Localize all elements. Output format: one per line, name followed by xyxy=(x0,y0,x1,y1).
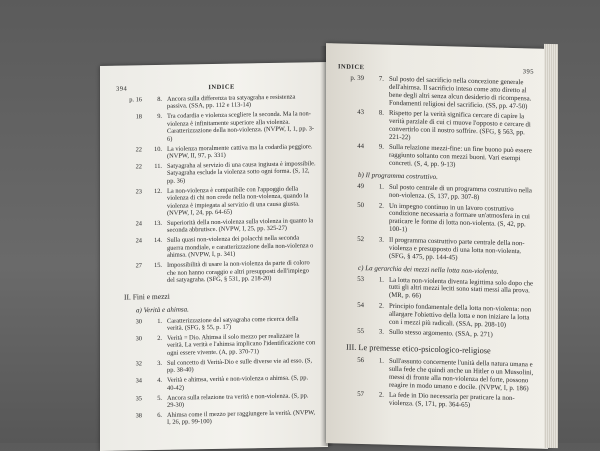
toc-entry xyxy=(116,357,316,375)
toc-entry-text: Il programma costruttivo parte centrale della non-violenza e presupposto di una lotta non-violenta. (SFG, § 475, pp. 144-45) xyxy=(389,236,525,262)
toc-entry-number: 1. xyxy=(378,275,384,284)
toc-entry-number: 1. xyxy=(157,317,162,325)
toc-entry-number: 8. xyxy=(378,109,384,117)
toc-entry xyxy=(338,301,534,330)
toc-entry-page: 30 xyxy=(135,335,142,343)
toc-entry-text: Sullo stesso argomento. (SSA, p. 271) xyxy=(389,328,493,339)
toc-entry-number: 1. xyxy=(378,357,384,365)
toc-entry xyxy=(338,183,534,204)
subsection-heading: c) La gerarchia dei mezzi nella lotta non-violenta. xyxy=(358,263,499,276)
toc-entry-page: p. 39 xyxy=(350,74,364,83)
right-entries-b xyxy=(338,183,534,264)
right-entries-a xyxy=(338,74,534,171)
toc-entry-number: 6. xyxy=(157,411,162,419)
toc-entry-text: Ancora sulla relazione tra verità e non-violenza. (S, pp. 29-30) xyxy=(167,391,309,409)
toc-entry xyxy=(116,143,316,161)
toc-entry-text: Sul posto centrale di un programma costruttivo nella non-violenza. (S, 137, pp. 307-8) xyxy=(389,183,532,202)
section-heading: III. Le premesse etico-psicologico-religiose xyxy=(346,342,491,356)
toc-entry-number: 2. xyxy=(378,391,384,399)
toc-entry-number: 2. xyxy=(378,302,384,310)
toc-entry xyxy=(116,392,316,410)
toc-entry-page: 22 xyxy=(135,145,142,153)
toc-entry-text: Sull'assunto concernente l'unità della natura umana e sulla fede che quindi anche un Hitler o un Mussolini, messi di fronte alla non-violenza del forte, possono reagire in modo umano e docile. (NVPW, I, p. 186) xyxy=(389,357,534,393)
toc-entry xyxy=(338,201,534,238)
toc-entry-page: 24 xyxy=(135,220,142,228)
toc-entry-text: Sul concetto di Verità-Dio e sulle diverse vie ad esso. (S, pp. 38-40) xyxy=(167,357,313,374)
left-entries-b xyxy=(116,315,316,428)
toc-entry xyxy=(338,143,534,172)
toc-entry-page: 55 xyxy=(357,328,364,336)
toc-entry-text: Caratterizzazione del satyagraha come ricerca della verità. (SFG, § 55, p. 17) xyxy=(167,315,299,332)
toc-entry-number: 8. xyxy=(157,95,162,103)
toc-entry-number: 3. xyxy=(157,359,162,367)
toc-entry-page: 24 xyxy=(135,237,142,245)
toc-entry-text: La violenza moralmente cattiva ma la codardia peggiore. (NVPW, II, 97, p. 331) xyxy=(167,142,313,160)
toc-entry-text: Rispetto per la verità significa cercare di capire la verità parziale di cui ci muove l'opposto e cercare di convertirlo con il nostro soffrire. (SFG, § 563, pp. 221-22) xyxy=(389,109,531,142)
toc-entry-page: 54 xyxy=(357,301,364,309)
toc-entry-page: 18 xyxy=(135,113,142,121)
toc-entry-number: 5. xyxy=(157,394,162,402)
toc-entry xyxy=(116,111,316,144)
toc-entry xyxy=(116,185,316,218)
toc-entry-number: 14. xyxy=(154,237,162,245)
left-entries-a xyxy=(116,93,316,285)
toc-entry-number: 9. xyxy=(378,143,384,152)
toc-entry-page: 52 xyxy=(357,235,364,243)
toc-entry-number: 11. xyxy=(154,162,162,171)
left-page-number: 394 xyxy=(116,85,128,93)
toc-entry-number: 7. xyxy=(378,75,384,83)
toc-entry xyxy=(116,332,316,358)
toc-entry xyxy=(116,217,316,235)
toc-entry-page: 43 xyxy=(357,109,364,117)
subsection-heading: b) Il programma costruttivo. xyxy=(358,171,438,182)
toc-entry-page: 53 xyxy=(357,275,364,283)
toc-entry xyxy=(338,356,534,393)
left-running-head: INDICE xyxy=(208,83,235,92)
toc-entry-number: 10. xyxy=(154,145,162,153)
toc-entry-number: 4. xyxy=(157,377,162,385)
toc-entry-text: La fede in Dio necessaria per praticare la non-violenza. (S, 171, pp. 364-65) xyxy=(389,391,515,410)
toc-entry-page: 49 xyxy=(357,183,364,191)
toc-entry-number: 12. xyxy=(154,187,162,195)
toc-entry-page: 57 xyxy=(357,391,364,399)
toc-entry-number: 15. xyxy=(154,262,162,270)
toc-entry xyxy=(116,235,316,261)
toc-entry xyxy=(116,260,316,286)
toc-entry-page: 23 xyxy=(135,188,142,196)
toc-entry-page: 50 xyxy=(357,201,364,209)
toc-entry-page: 32 xyxy=(135,359,142,368)
toc-entry-text: Verità = Dio. Ahimsa il solo mezzo per realizzare la verità. La verità e l'ahimsa implicano l'identificazione con ogni essere vivente. (A, pp. 370-71) xyxy=(167,332,316,357)
toc-entry-page: 30 xyxy=(135,317,142,325)
toc-entry-number: 2. xyxy=(157,334,162,342)
toc-entry-number: 1. xyxy=(378,183,384,191)
toc-entry xyxy=(338,391,534,412)
right-entries-d xyxy=(338,356,534,411)
toc-entry-text: Sulla quasi non-violenza dei polacchi nella seconda guerra mondiale, e caratterizzazione della non-violenza o ahimsa. (NVPW, I, p. 341) xyxy=(167,234,314,260)
left-page-header xyxy=(116,82,316,92)
toc-entry-text: Un impegno continuo in un lavoro costruttivo condizione necessaria a formare un'atmosfera in cui praticare le forme di lotta non-violenta. (S, 42, pp. 100-1) xyxy=(389,202,530,234)
right-running-head: INDICE xyxy=(338,63,365,72)
toc-entry-number: 13. xyxy=(154,219,162,228)
toc-entry xyxy=(338,109,534,146)
toc-entry-page: 44 xyxy=(357,143,364,151)
toc-entry-page: 56 xyxy=(357,356,364,365)
toc-entry-page: p. 16 xyxy=(129,96,142,104)
toc-entry xyxy=(338,235,534,264)
toc-entry-text: Ancora sulla differenza tra satyagraha e resistenza passiva. (SSA, pp. 112 e 113-14) xyxy=(167,93,296,111)
toc-entry-number: 9. xyxy=(157,113,162,121)
toc-entry-text: La lotta non-violenta diventa legittima solo dopo che tutti gli altri mezzi leciti sono stati messi alla prova. (MR, p. 66) xyxy=(389,276,534,300)
toc-entry xyxy=(116,409,316,427)
toc-entry xyxy=(116,374,316,392)
toc-entry-number: 3. xyxy=(378,236,384,244)
page-edges xyxy=(544,44,558,448)
toc-entry-text: La non-violenza è compatibile con l'appoggio della violenza di chi non crede nella non-violenza, quando la violenza è impiegata al servizio di una causa giusta. (NVPW, I, 24, pp. 64-65) xyxy=(167,185,309,217)
toc-entry-text: Principio fondamentale della lotta non-violenta: non allargare l'obiettivo della lotta e non iniziare la lotta con i mezzi più radicali. (SSA, pp. 208-10) xyxy=(389,302,532,329)
left-page xyxy=(100,62,328,451)
toc-entry xyxy=(116,93,316,111)
right-page-number: 395 xyxy=(522,68,534,76)
toc-entry-text: Impossibilità di usare la non-violenza da parte di coloro che non hanno coraggio e altri presupposti dell'impiego del satyagraha. (SFG, § 531, pp. 218-20) xyxy=(167,259,310,284)
toc-entry xyxy=(338,74,534,111)
toc-entry-text: Ahimsa come il mezzo per raggiungere la verità. (NVPW, I, 26, pp. 99-100) xyxy=(167,409,316,427)
toc-entry-text: Tra codardia e violenza scegliere la seconda. Ma la non-violenza è infinitamente superiore alla violenza. Caratterizzazione della non-violenza. (NVPW, I, 1, pp. 3-6) xyxy=(167,110,315,143)
toc-entry-text: Satyagraha al servizio di una causa ingiusta è impossibile. Satyagraha esclude la violenza sotto ogni forma. (S, 12, pp. 36) xyxy=(167,160,316,185)
toc-entry-page: 34 xyxy=(135,377,142,385)
section-heading: II. Fini e mezzi xyxy=(124,291,170,302)
toc-entry-page: 22 xyxy=(135,163,142,171)
right-page-header xyxy=(338,63,534,75)
right-page xyxy=(326,43,548,449)
right-entries-c xyxy=(338,275,534,341)
toc-entry-text: Verità e ahimsa, verità e non-violenza o ahimsa. (S, pp. 40-42) xyxy=(167,374,309,392)
toc-entry-text: Sul posto del sacrificio nella concezione generale dell'ahimsa. Il sacrificio inteso come atto diretto al bene degli altri senza alcun desiderio di ricompensa. Fondamenti religiosi del sacrificio. (SS, pp. 47-50) xyxy=(389,75,532,111)
toc-entry-page: 27 xyxy=(135,262,142,270)
toc-entry-page: 35 xyxy=(135,394,142,402)
toc-entry-number: 3. xyxy=(378,328,384,336)
toc-entry-page: 38 xyxy=(135,412,142,420)
toc-entry xyxy=(116,160,316,186)
toc-entry-number: 2. xyxy=(378,202,384,210)
toc-entry xyxy=(338,328,534,341)
toc-entry-text: Superiorità della non-violenza sulla violenza in quanto la seconda abbrutisce. (NVPW, I, 25, pp. 325-27) xyxy=(167,217,314,235)
subsection-heading: a) Verità e ahimsa. xyxy=(136,304,189,314)
toc-entry-text: Sulla relazione mezzi-fine: un fine buono può essere raggiunto soltanto con mezzi buoni. Vari esempi concreti. (S, 4, pp. 9-13) xyxy=(389,144,532,169)
toc-entry xyxy=(338,275,534,304)
toc-entry xyxy=(116,315,316,333)
